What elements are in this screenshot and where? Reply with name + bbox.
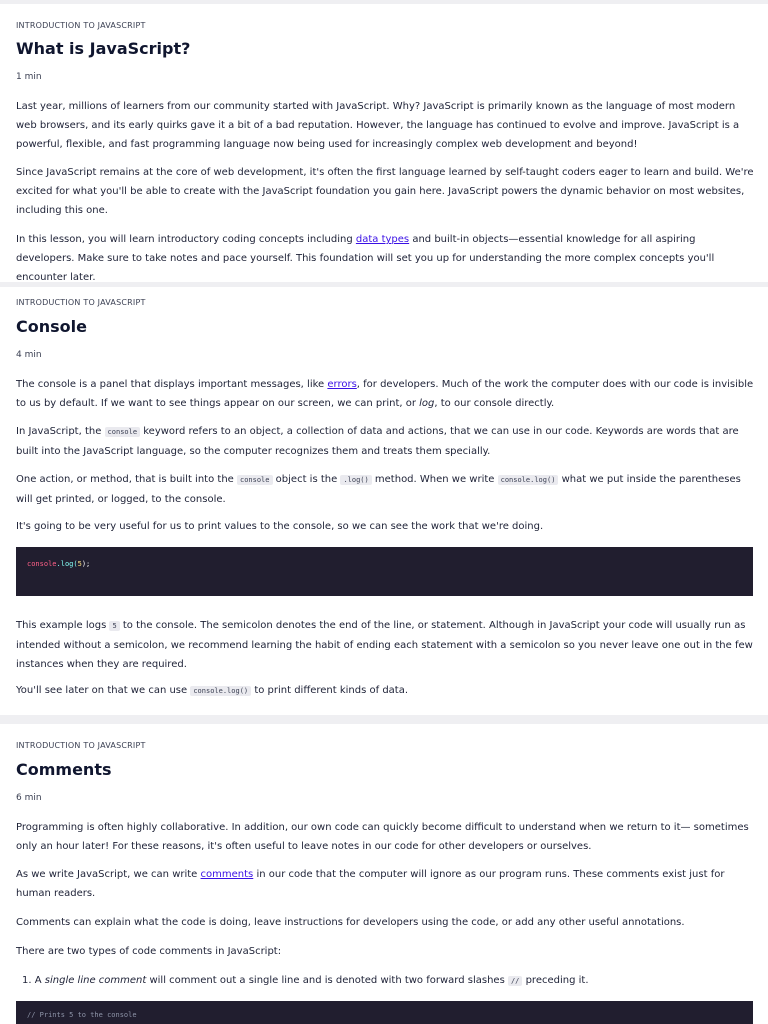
- paragraph-text: in our code that the computer will ignore as our program runs. These comments exist just for human readers.: [16, 869, 725, 899]
- paragraph-text: One action, or method, that is built into the: [16, 474, 237, 485]
- lesson-paragraph: [16, 470, 756, 509]
- course-eyebrow: INTRODUCTION TO JAVASCRIPT: [16, 21, 146, 30]
- inline-code: console: [237, 475, 273, 485]
- paragraph-text: In JavaScript, the: [16, 426, 105, 437]
- course-eyebrow: INTRODUCTION TO JAVASCRIPT: [16, 741, 146, 750]
- paragraph-text: , to our console directly.: [434, 398, 555, 409]
- errors-link[interactable]: errors: [327, 379, 357, 390]
- lesson-card-what-is-javascript: [0, 4, 768, 282]
- course-eyebrow: INTRODUCTION TO JAVASCRIPT: [16, 298, 146, 307]
- paragraph-text: preceding it.: [522, 975, 589, 986]
- lesson-paragraph: Programming is often highly collaborative. In addition, our own code can quickly become difficult to understand when we return to it— sometimes only an hour later! For these reasons, it's often useful to leave notes in our code for other developers or ourselves.: [16, 822, 749, 852]
- comments-link[interactable]: comments: [200, 869, 254, 880]
- lesson-paragraph: [16, 422, 756, 461]
- lesson-card-console: [0, 287, 768, 715]
- paragraph-text: object is the: [272, 474, 341, 485]
- inline-code: console.log(): [190, 686, 251, 696]
- lesson-title: What is JavaScript?: [16, 39, 191, 58]
- code-comment: // Prints 5 to the console: [27, 1011, 137, 1019]
- paragraph-text: method. When we write: [371, 474, 498, 485]
- paragraph-text: As we write JavaScript, we can write: [16, 869, 201, 880]
- lesson-paragraph: Last year, millions of learners from our community started with JavaScript. Why? JavaScript is primarily known as the language of most modern web browsers, and its early quirks gave it a bit of a bad reputation. However, the language has continued to evolve and improve. JavaScript is a powerful, flexible, and fast programming language now being used for increasingly complex web development and beyond!: [16, 101, 740, 150]
- paragraph-text: to print different kinds of data.: [251, 685, 409, 696]
- inline-code: //: [508, 976, 522, 986]
- lesson-paragraph: [16, 681, 756, 701]
- inline-code: console.log(): [498, 475, 559, 485]
- lesson-card-comments: [0, 724, 768, 1024]
- code-token-punctuation: );: [81, 560, 91, 568]
- code-block[interactable]: [16, 1001, 753, 1024]
- paragraph-text: This example logs: [16, 620, 110, 631]
- inline-code: console: [105, 427, 141, 437]
- lesson-paragraph: [16, 865, 756, 903]
- data-types-link[interactable]: data types: [355, 234, 410, 245]
- lesson-duration: 1 min: [16, 72, 42, 82]
- inline-code: .log(): [340, 475, 371, 485]
- lesson-paragraph: There are two types of code comments in JavaScript:: [16, 946, 282, 957]
- lesson-title: Comments: [16, 760, 112, 779]
- lesson-paragraph: It's going to be very useful for us to print values to the console, so we can see the work that we're doing.: [16, 521, 544, 532]
- lesson-duration: 6 min: [16, 793, 42, 803]
- code-block[interactable]: [16, 547, 753, 596]
- paragraph-text: what we put inside the parentheses will get printed, or logged, to the console.: [16, 474, 741, 505]
- list-item: [22, 971, 752, 991]
- paragraph-text: The console is a panel that displays important messages, like: [16, 379, 328, 390]
- paragraph-text: keyword refers to an object, a collection of data and actions, that we can use in our code. Keywords are words that are built into the JavaScript language, so the computer recognizes them and treats them specially.: [16, 426, 739, 457]
- code-token-object: console: [27, 560, 57, 568]
- inline-code: 5: [109, 621, 119, 631]
- lesson-paragraph: Comments can explain what the code is doing, leave instructions for developers using the code, or add any other useful annotations.: [16, 917, 685, 928]
- lesson-duration: 4 min: [16, 350, 42, 360]
- emphasis-text: log: [419, 398, 435, 409]
- lesson-paragraph: [16, 230, 756, 287]
- paragraph-text: and built-in objects—essential knowledge for all aspiring developers. Make sure to take notes and pace yourself. This foundation will set you up for understanding the more complex concepts you'll encounter later.: [16, 234, 715, 283]
- paragraph-text: In this lesson, you will learn introductory coding concepts including: [16, 234, 356, 245]
- emphasis-text: single line comment: [44, 975, 147, 986]
- paragraph-text: , for developers. Much of the work the computer does with our code is invisible to us by default. If we want to see things appear on our screen, we can print, or: [16, 379, 754, 409]
- paragraph-text: will comment out a single line and is denoted with two forward slashes: [146, 975, 508, 986]
- code-token-number: 5: [77, 560, 82, 568]
- paragraph-text: A: [34, 975, 45, 986]
- lesson-title: Console: [16, 317, 87, 336]
- code-token-method: .log(: [56, 560, 78, 568]
- lesson-paragraph: [16, 375, 756, 413]
- paragraph-text: You'll see later on that we can use: [16, 685, 191, 696]
- paragraph-text: to the console. The semicolon denotes the end of the line, or statement. Although in JavaScript your code will usually run as intended without a semicolon, we recommend learning the habit of ending each statement with a semicolon so you never leave one out in the few instances when they are required.: [16, 620, 753, 670]
- list-number: 1.: [22, 975, 32, 986]
- lesson-paragraph: [16, 616, 756, 674]
- code-line: [27, 560, 90, 568]
- lesson-paragraph: Since JavaScript remains at the core of web development, it's often the first language learned by self-taught coders eager to learn and build. We're excited for what you'll be able to create with the JavaScript foundation you gain here. JavaScript powers the dynamic behavior on most websites, including this one.: [16, 167, 754, 216]
